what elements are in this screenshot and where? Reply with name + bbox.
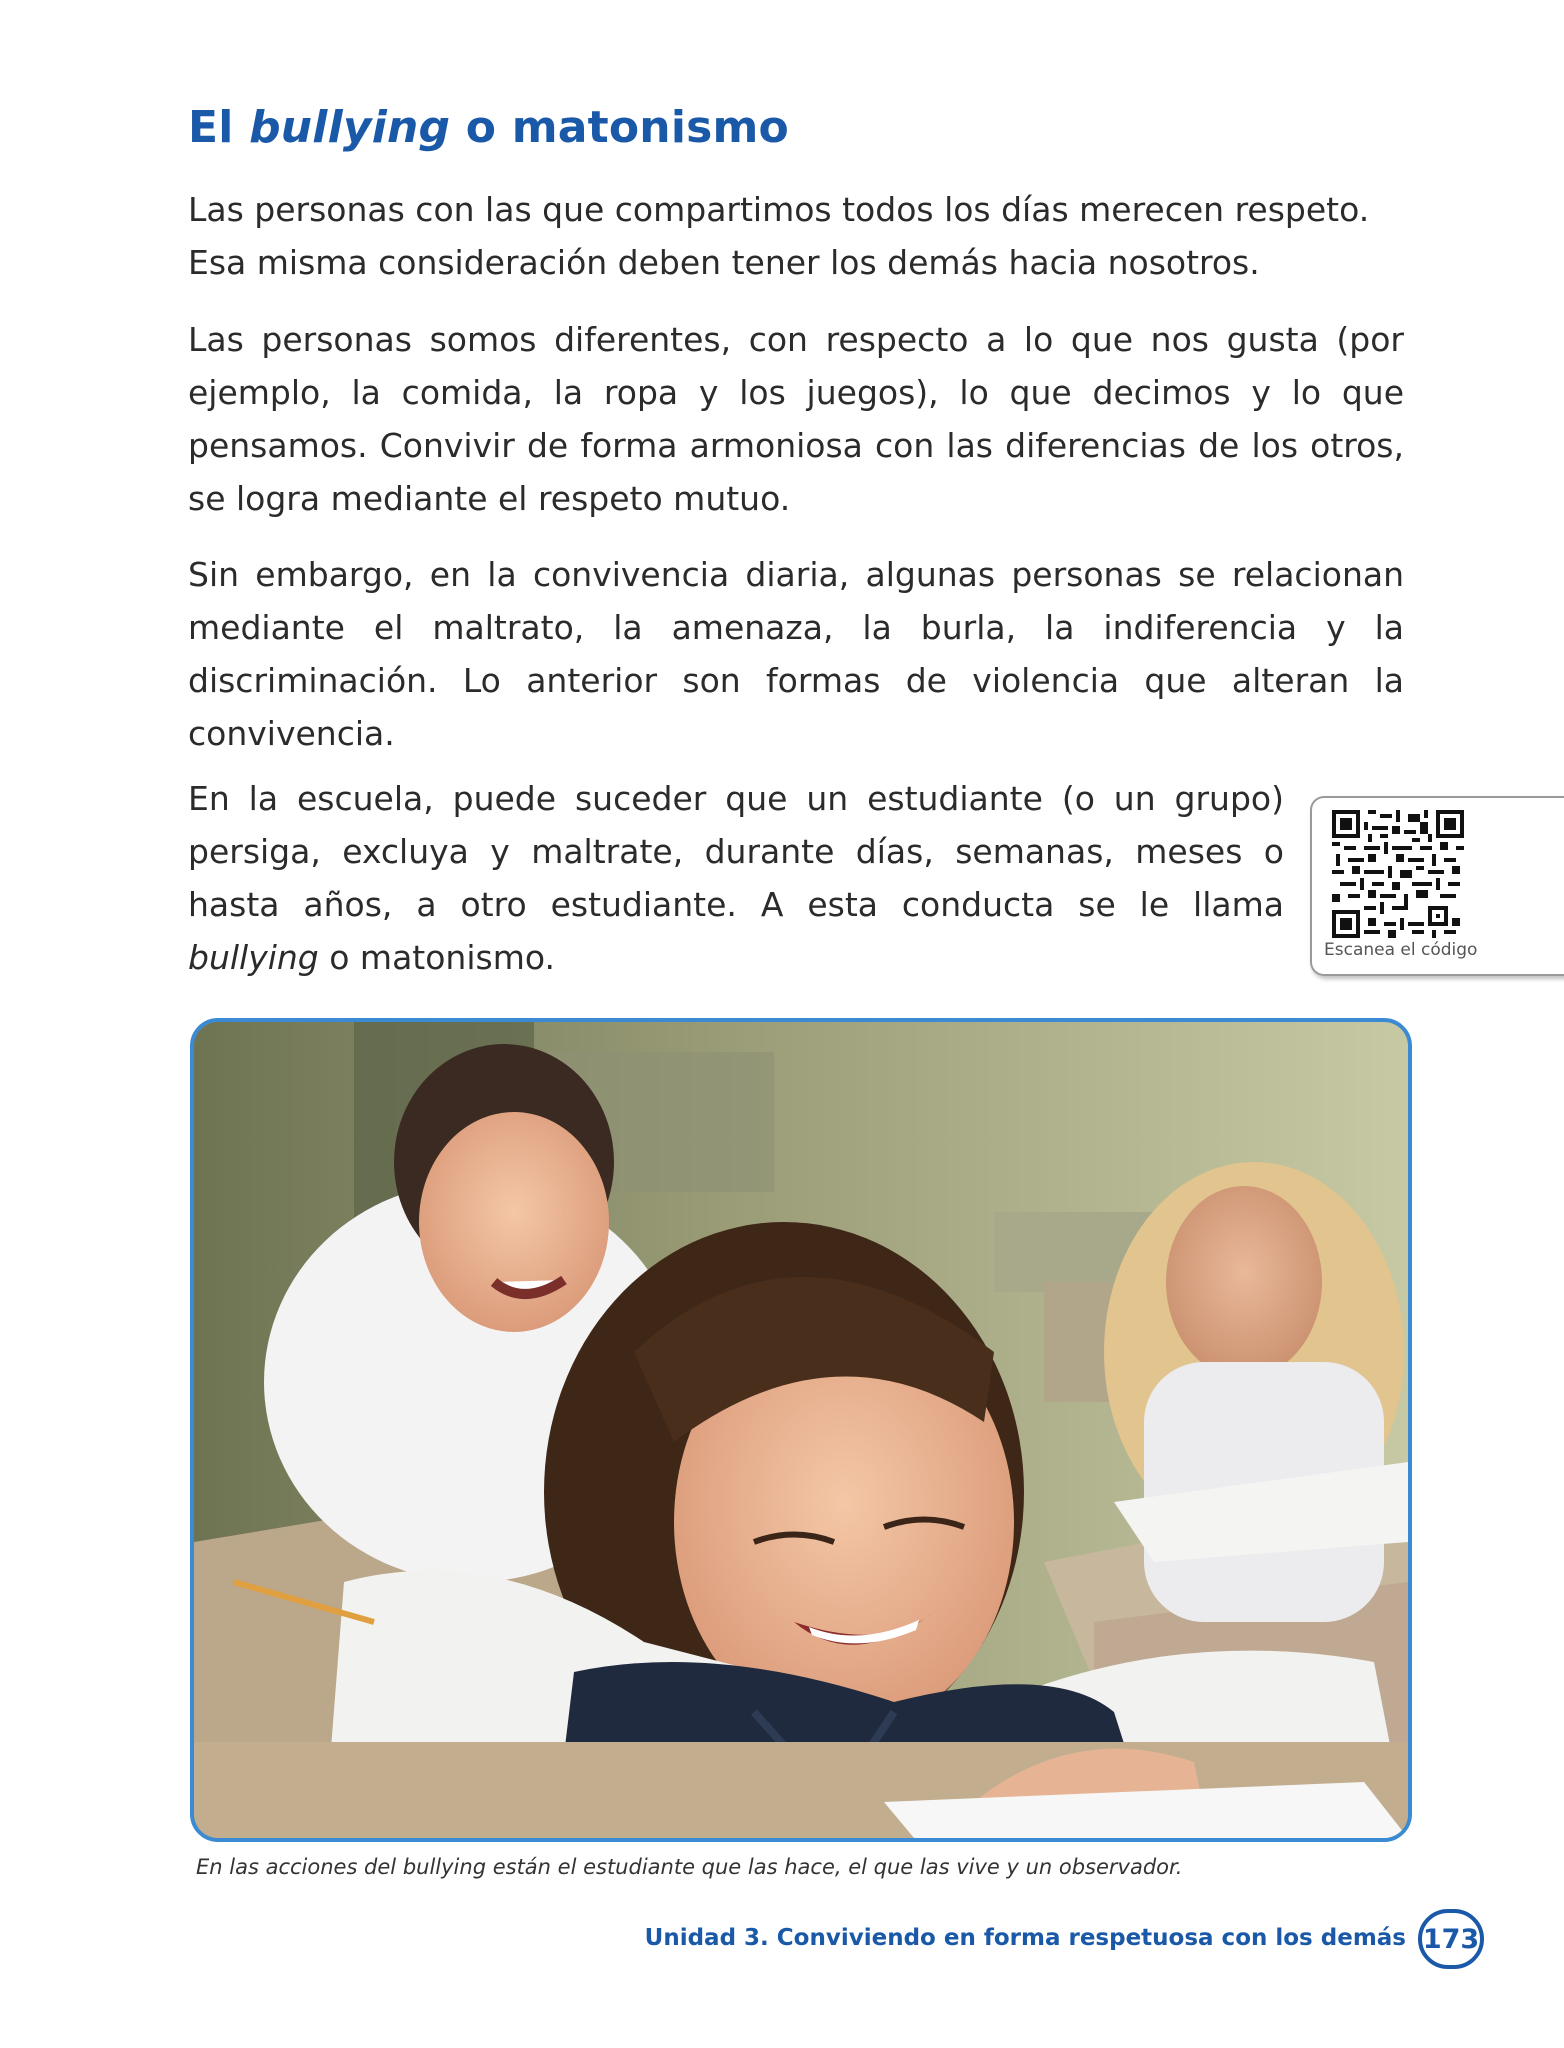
classroom-illustration: [194, 1022, 1408, 1838]
heading-emphasis: bullying: [249, 102, 451, 153]
paragraph-bullying-definition: [188, 772, 1284, 984]
section-heading: [188, 102, 789, 153]
paragraph-respect: Las personas con las que compartimos todos los días merecen respeto. Esa misma consideración deben tener los demás hacia nosotros.: [188, 190, 1370, 282]
paragraph-violence: Sin embargo, en la convivencia diaria, algunas personas se relacionan mediante el maltrato, la amenaza, la burla, la indiferencia y la discriminación. Lo anterior son formas de violencia que alteran la convivencia.: [188, 555, 1404, 753]
qr-code-box[interactable]: [1310, 796, 1564, 976]
p4-emphasis: bullying: [188, 938, 319, 977]
page-number-badge: 173: [1418, 1909, 1484, 1969]
paragraph-differences: Las personas somos diferentes, con respecto a lo que nos gusta (por ejemplo, la comida, la ropa y los juegos), lo que decimos y lo que pensamos. Convivir de forma armoniosa con las diferencias de los otros, se logra mediante el respeto mutuo.: [188, 320, 1404, 518]
classroom-photo: [190, 1018, 1412, 1842]
p4-main-text: En la escuela, puede suceder que un estudiante (o un grupo) persiga, excluya y maltrate, durante días, semanas, meses o hasta años, a otro estudiante. A esta conducta se le llama: [188, 779, 1284, 924]
unit-footer: Unidad 3. Conviviendo en forma respetuosa con los demás: [644, 1925, 1406, 1951]
photo-caption: En las acciones del bullying están el estudiante que las hace, el que las vive y un observador.: [196, 1855, 1183, 1879]
heading-prefix: El: [188, 102, 250, 153]
qr-code-icon: [1332, 810, 1464, 938]
qr-caption: Escanea el código: [1324, 940, 1478, 960]
p4-end-text: o matonismo.: [318, 938, 555, 977]
heading-suffix: o matonismo: [450, 102, 789, 153]
